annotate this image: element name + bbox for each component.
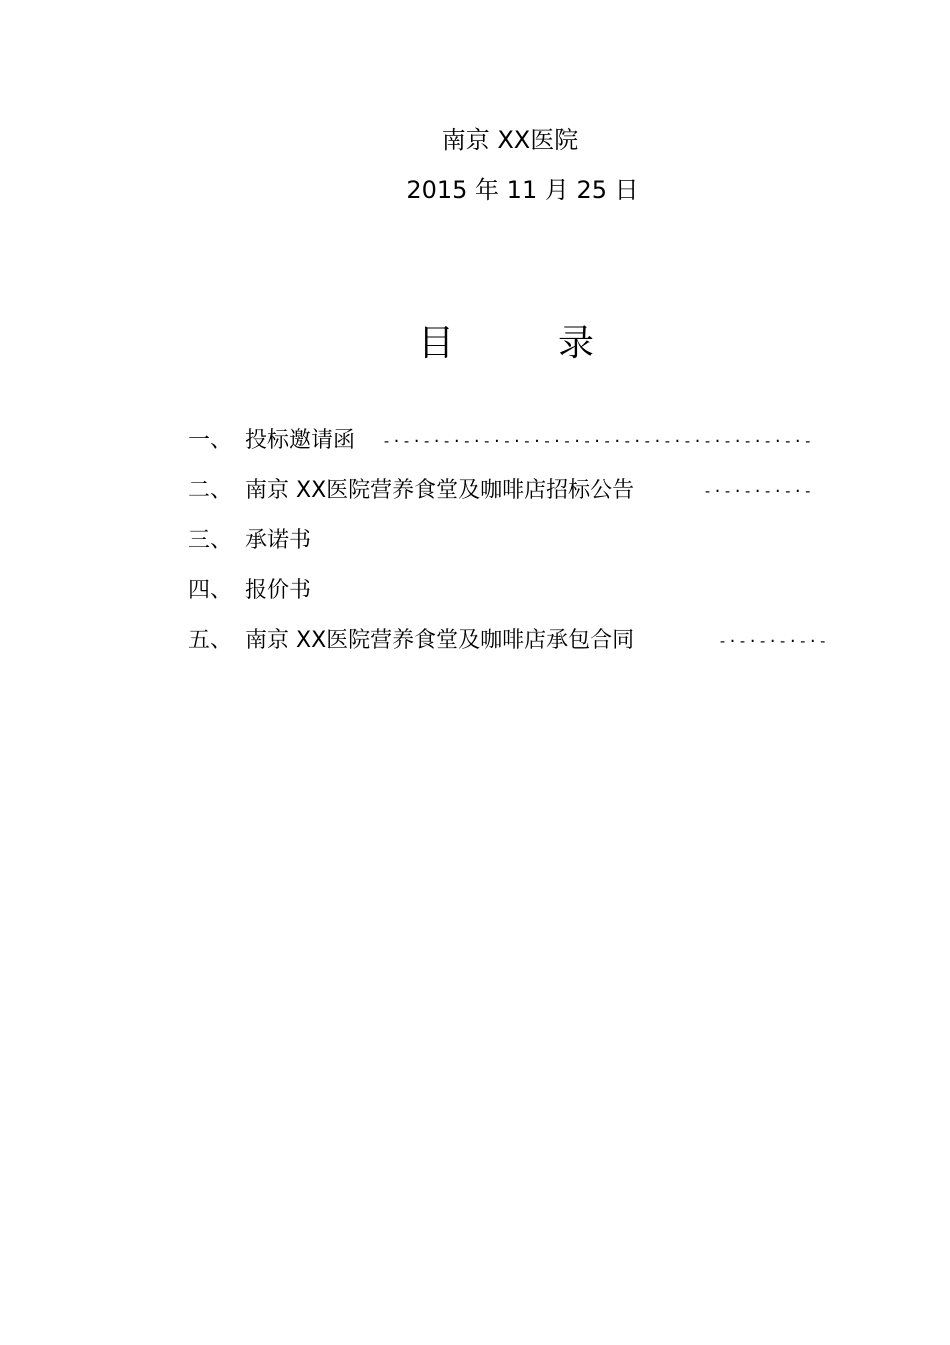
document-date: 2015 年 11 月 25 日 bbox=[406, 176, 639, 204]
toc-item-number: 三、 bbox=[188, 528, 233, 553]
toc-item-leader: -·-·-·-·-·- bbox=[718, 632, 829, 650]
toc-item-text: 承诺书 bbox=[245, 528, 312, 553]
toc-item-text: 南京 XX医院营养食堂及咖啡店承包合同 bbox=[245, 628, 635, 653]
toc-item-2[interactable] bbox=[188, 474, 888, 508]
toc-item-number: 一、 bbox=[188, 428, 233, 453]
toc-item-text: 投标邀请函 bbox=[245, 428, 356, 453]
toc-item-number: 二、 bbox=[188, 478, 233, 503]
toc-item-text: 南京 XX医院营养食堂及咖啡店招标公告 bbox=[245, 478, 635, 503]
toc-title bbox=[418, 322, 594, 366]
toc-item-text: 报价书 bbox=[245, 578, 312, 603]
toc-item-leader: -·-·-·-·-·-·-·-·-·-·-·-·-·-·-·-·-·-·-·-·-·- bbox=[382, 432, 814, 450]
organization-name: 南京 XX医院 bbox=[441, 126, 579, 154]
toc-item-number: 五、 bbox=[188, 628, 233, 653]
toc-item-5[interactable] bbox=[188, 624, 888, 658]
toc-item-number: 四、 bbox=[188, 578, 233, 603]
toc-item-4[interactable] bbox=[188, 574, 888, 608]
toc-item-1[interactable] bbox=[188, 424, 888, 458]
toc-title-char-1: 目 bbox=[418, 323, 455, 364]
toc-title-char-2: 录 bbox=[558, 323, 595, 364]
toc-item-3[interactable] bbox=[188, 524, 888, 558]
toc-item-leader: -·-·-·-·-·- bbox=[703, 482, 814, 500]
